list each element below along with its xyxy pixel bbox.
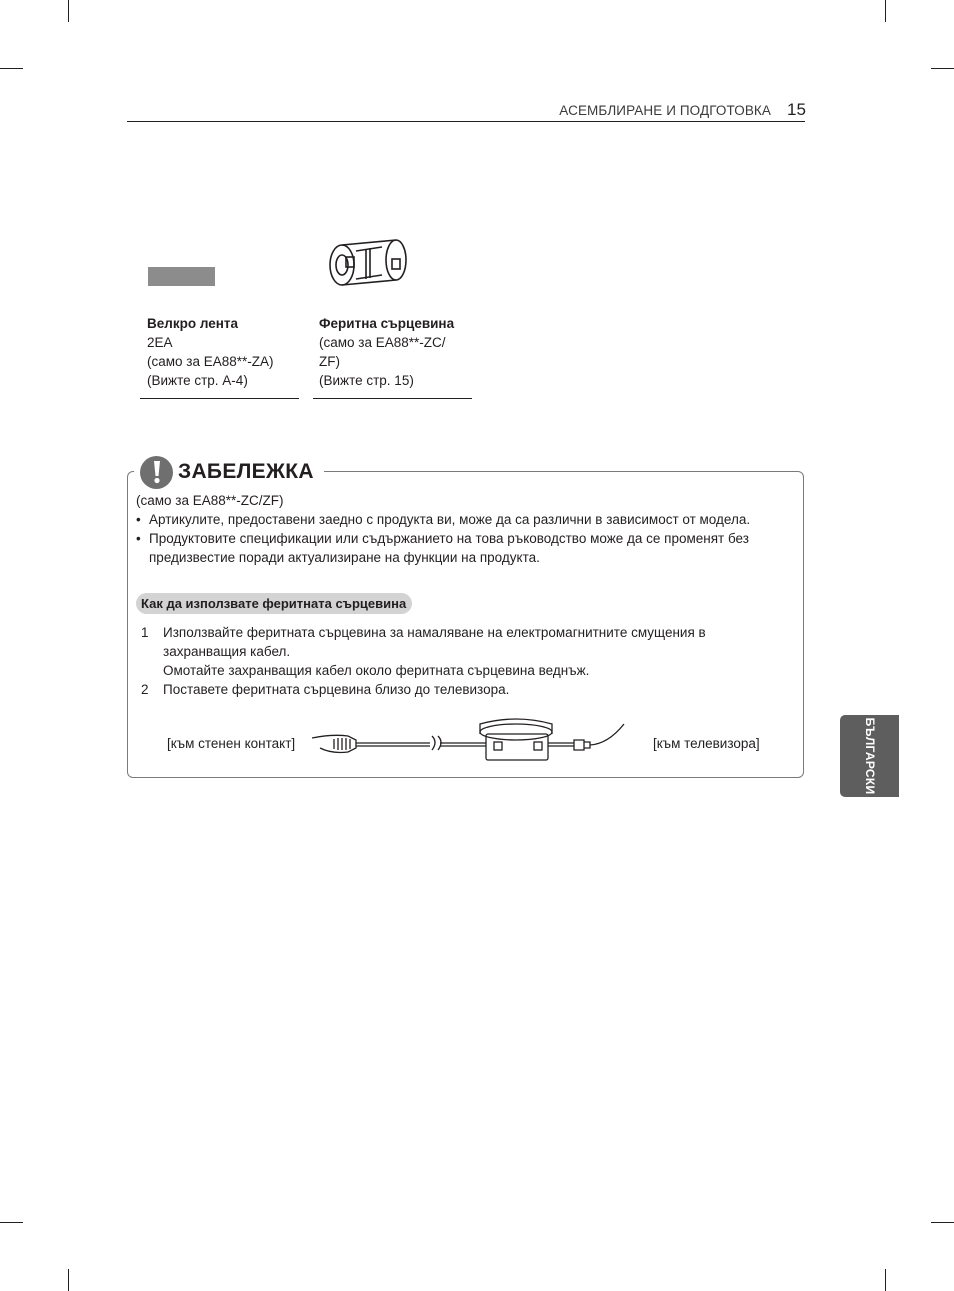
howto-title: Как да използвате феритната сърцевина	[136, 593, 412, 614]
item-rule	[313, 398, 472, 399]
note-header	[134, 452, 324, 492]
item-ferrite-core	[319, 314, 454, 390]
crop-mark	[885, 0, 886, 22]
exclamation-icon	[140, 456, 173, 489]
crop-mark	[68, 1269, 69, 1291]
diagram-right-label: [към телевизора]	[653, 736, 760, 751]
item-line: 2EA	[147, 335, 173, 350]
crop-mark	[0, 68, 23, 69]
language-tab	[840, 715, 899, 797]
step-line: Омотайте захранващия кабел около феритната сърцевина веднъж.	[163, 663, 590, 678]
crop-mark	[885, 1269, 886, 1291]
note-intro: (само за EA88**-ZC/ZF)	[136, 493, 284, 508]
item-line: ZF)	[319, 354, 340, 369]
item-name: Феритна сърцевина	[319, 316, 455, 331]
crop-mark	[68, 0, 69, 22]
note-bullet: Артикулите, предоставени заедно с продукта ви, може да са различни в зависимост от модела.	[149, 512, 751, 527]
step-number: 2	[141, 682, 149, 697]
note-bullet-continued: предизвестие поради актуализиране на функции на продукта.	[149, 550, 540, 565]
cable-diagram	[312, 718, 626, 766]
bullet-symbol: •	[136, 512, 141, 527]
ferrite-core-icon	[326, 235, 412, 293]
item-line: (само за EA88**-ZA)	[147, 354, 274, 369]
header-rule	[127, 121, 805, 122]
item-velcro	[147, 314, 274, 390]
crop-mark	[931, 68, 954, 69]
step-number: 1	[141, 625, 149, 640]
bullet-symbol: •	[136, 531, 141, 546]
crop-mark	[0, 1222, 23, 1223]
step-line: Поставете феритната сърцевина близо до телевизора.	[163, 682, 510, 697]
page-number: 15	[787, 100, 806, 119]
section-title: АСЕМБЛИРАНЕ И ПОДГОТОВКА	[559, 103, 771, 118]
diagram-left-label: [към стенен контакт]	[167, 736, 296, 751]
language-label: БЪЛГАРСКИ	[862, 717, 877, 795]
item-name: Велкро лента	[147, 316, 239, 331]
note-bullet: Продуктовите спецификации или съдържанието на това ръководство може да се променят без	[149, 531, 749, 546]
item-line: (Вижте стр. 15)	[319, 373, 414, 388]
crop-mark	[931, 1222, 954, 1223]
step-line: захранващия кабел.	[163, 644, 291, 659]
step-line: Използвайте феритната сърцевина за намаляване на електромагнитните смущения в	[163, 625, 706, 640]
item-line: (само за EA88**-ZC/	[319, 335, 446, 350]
item-rule	[140, 398, 299, 399]
item-line: (Вижте стр. A-4)	[147, 373, 248, 388]
note-title: ЗАБЕЛЕЖКА	[178, 460, 314, 483]
velcro-strip-illustration	[148, 267, 215, 286]
